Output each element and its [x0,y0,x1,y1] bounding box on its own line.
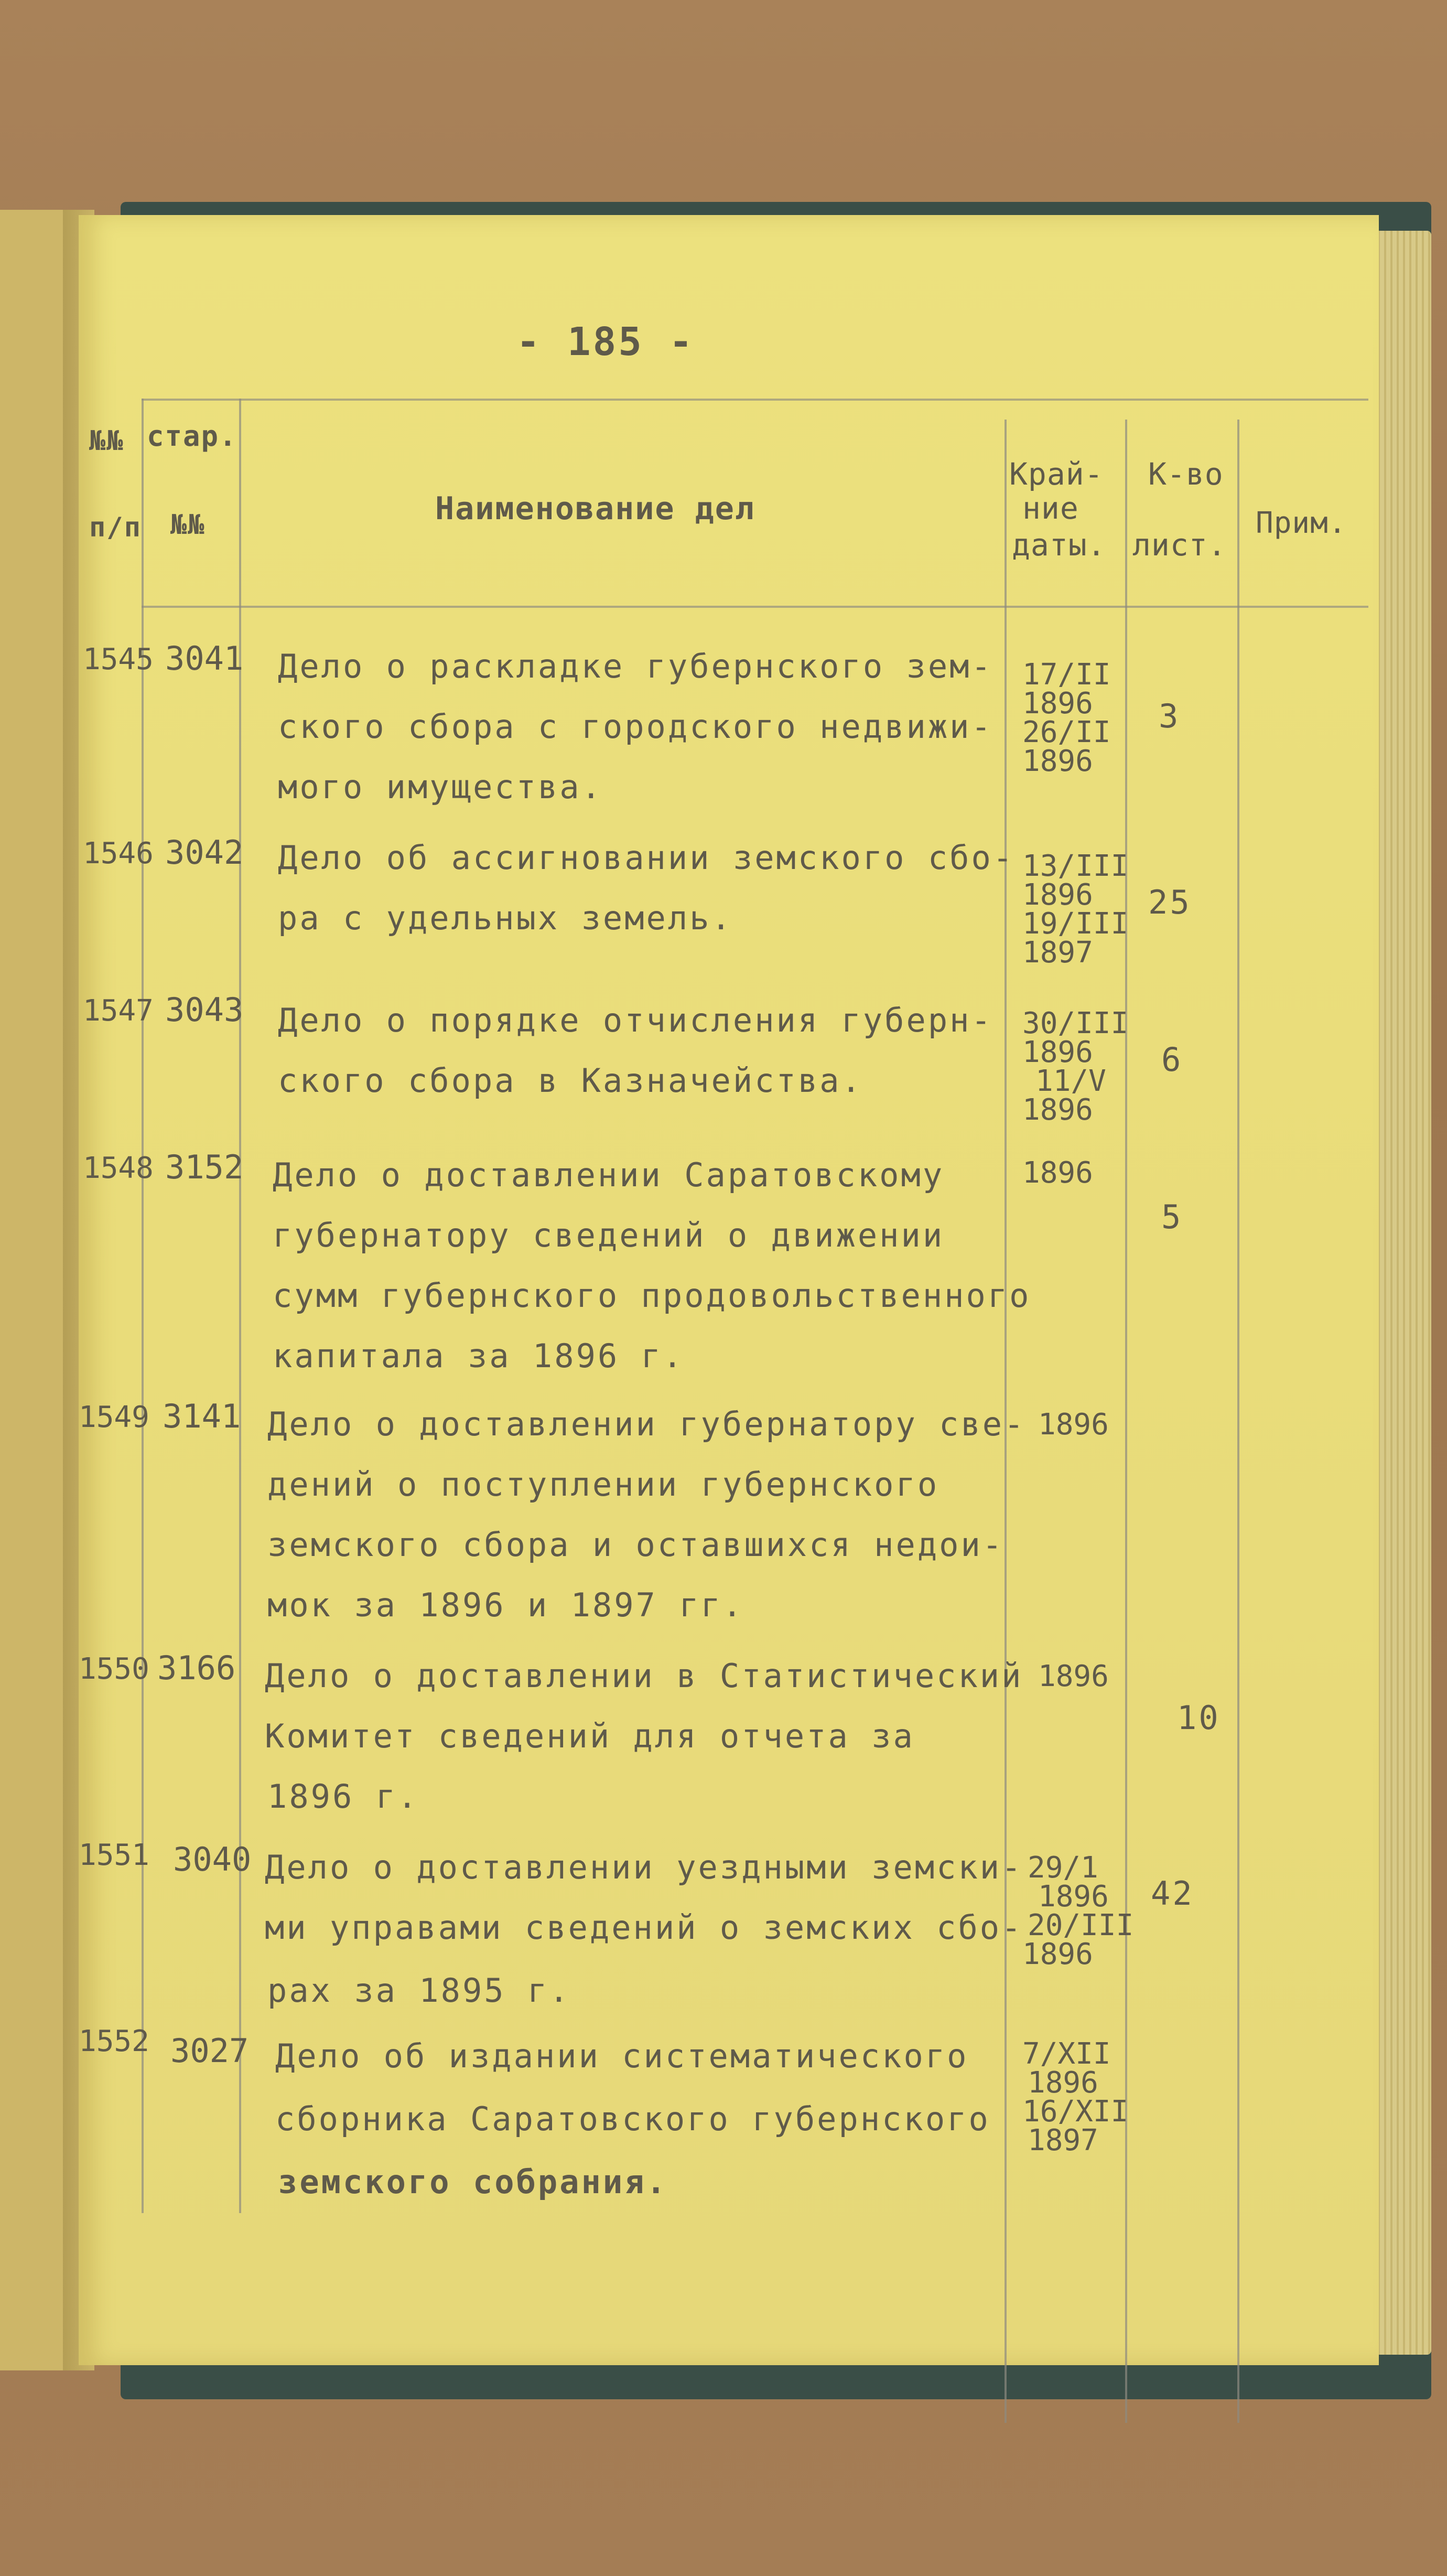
row-1545-title-2: ского сбора с городского недвижи- [278,707,993,746]
row-1551-date-3: 20/III [1028,1908,1134,1942]
row-1545-sheets: 3 [1159,697,1181,735]
page-stack-edge [1374,231,1431,2355]
row-1545-title-1: Дело о раскладке губернского зем- [278,647,993,685]
row-1551-title-1: Дело о доставлении уездными земски- [265,1848,1023,1886]
row-1550-sheets: 10 [1177,1699,1221,1737]
row-1548-sheets: 5 [1161,1198,1183,1236]
row-1550-title-2: Комитет сведений для отчета за [265,1717,915,1755]
row-1549-title-2: дений о поступлении губернского [267,1465,940,1504]
row-1550-title-1: Дело о доставлении в Статистический [265,1657,1023,1695]
row-1551-date-4: 1896 [1022,1937,1093,1971]
row-1548-date-1: 1896 [1022,1156,1093,1190]
row-1552-title-1: Дело об издании систематического [275,2037,969,2075]
row-1550-old: 3166 [157,1649,236,1687]
header-old-top: стар. [147,420,237,453]
row-1546-date-3: 19/III [1022,907,1129,941]
row-1549-old: 3141 [163,1397,241,1435]
row-1549-title-1: Дело о доставлении губернатору све- [267,1405,1026,1443]
document-page [79,215,1379,2365]
row-1552-date-1: 7/XII [1022,2037,1111,2071]
row-1549-num: 1549 [79,1400,149,1434]
row-1552-title-2: сборника Саратовского губернского [275,2100,990,2138]
row-1546-title-2: ра с удельных земель. [278,899,733,937]
row-1551-title-3: рах за 1895 г. [267,1971,571,2010]
header-notes: Прим. [1256,506,1347,540]
row-1545-num: 1545 [83,642,154,677]
row-1546-date-4: 1897 [1022,936,1093,970]
row-1552-num: 1552 [79,2024,149,2058]
row-1547-num: 1547 [83,994,154,1028]
row-1549-title-3: земского сбора и оставшихся недои- [267,1526,1005,1564]
row-1549-title-4: мок за 1896 и 1897 гг. [267,1586,744,1624]
row-1546-date-1: 13/III [1022,849,1129,883]
row-1547-old: 3043 [165,991,244,1029]
row-1551-sheets: 42 [1151,1874,1194,1913]
header-top-rule [142,399,1368,401]
row-1551-title-2: ми управами сведений о земских сбо- [265,1908,1023,1947]
page-number: - 185 - [516,319,695,364]
row-1547-title-1: Дело о порядке отчисления губерн- [278,1001,993,1039]
row-1551-date-1: 29/1 [1028,1851,1098,1885]
row-1545-date-4: 1896 [1022,744,1093,778]
header-dates-3: даты. [1012,527,1106,563]
row-1549-date-1: 1896 [1038,1408,1109,1442]
column-line-sheets [1237,420,1239,2423]
header-num-bottom: п/п [89,512,142,543]
header-sheets-2: лист. [1132,527,1227,563]
row-1548-title-2: губернатору сведений о движении [273,1216,945,1254]
row-1546-sheets: 25 [1148,883,1192,921]
row-1546-title-1: Дело об ассигновании земского сбо- [278,839,1015,877]
header-dates-1: Край- [1009,456,1104,492]
row-1547-date-2: 1896 [1022,1035,1093,1069]
header-num-top: №№ [89,425,124,457]
row-1545-title-3: мого имущества. [278,768,603,806]
row-1547-date-4: 1896 [1022,1093,1093,1127]
header-name: Наименование дел [435,490,755,527]
row-1545-date-1: 17/II [1022,658,1111,692]
row-1548-old: 3152 [165,1148,244,1186]
row-1547-sheets: 6 [1161,1040,1183,1079]
row-1550-title-3: 1896 г. [267,1777,419,1816]
row-1545-date-2: 1896 [1022,686,1093,721]
row-1546-num: 1546 [83,836,154,871]
row-1552-old: 3027 [170,2032,249,2070]
header-old-bottom: №№ [170,509,206,541]
row-1551-num: 1551 [79,1838,149,1872]
row-1546-old: 3042 [165,833,244,872]
row-1547-title-2: ского сбора в Казначейства. [278,1061,863,1100]
header-sheets-1: К-во [1148,456,1224,492]
row-1545-date-3: 26/II [1022,715,1111,749]
row-1550-num: 1550 [79,1652,149,1686]
row-1546-date-2: 1896 [1022,878,1093,912]
row-1548-title-1: Дело о доставлении Саратовскому [273,1156,945,1194]
row-1547-date-3: 11/V [1035,1064,1106,1098]
row-1551-old: 3040 [173,1840,252,1879]
row-1552-title-3: земского собрания. [278,2163,668,2201]
header-dates-2: ние [1022,490,1079,526]
row-1551-date-2: 1896 [1038,1880,1109,1914]
row-1548-num: 1548 [83,1151,154,1185]
row-1548-title-3: сумм губернского продовольственного [273,1276,1031,1315]
row-1552-date-3: 16/XII [1022,2095,1129,2129]
row-1548-title-4: капитала за 1896 г. [273,1337,685,1375]
header-bottom-rule [142,606,1368,608]
row-1547-date-1: 30/III [1022,1006,1129,1040]
row-1545-old: 3041 [165,639,244,678]
row-1552-date-4: 1897 [1028,2123,1098,2158]
row-1552-date-2: 1896 [1028,2066,1098,2100]
row-1550-date-1: 1896 [1038,1659,1109,1693]
